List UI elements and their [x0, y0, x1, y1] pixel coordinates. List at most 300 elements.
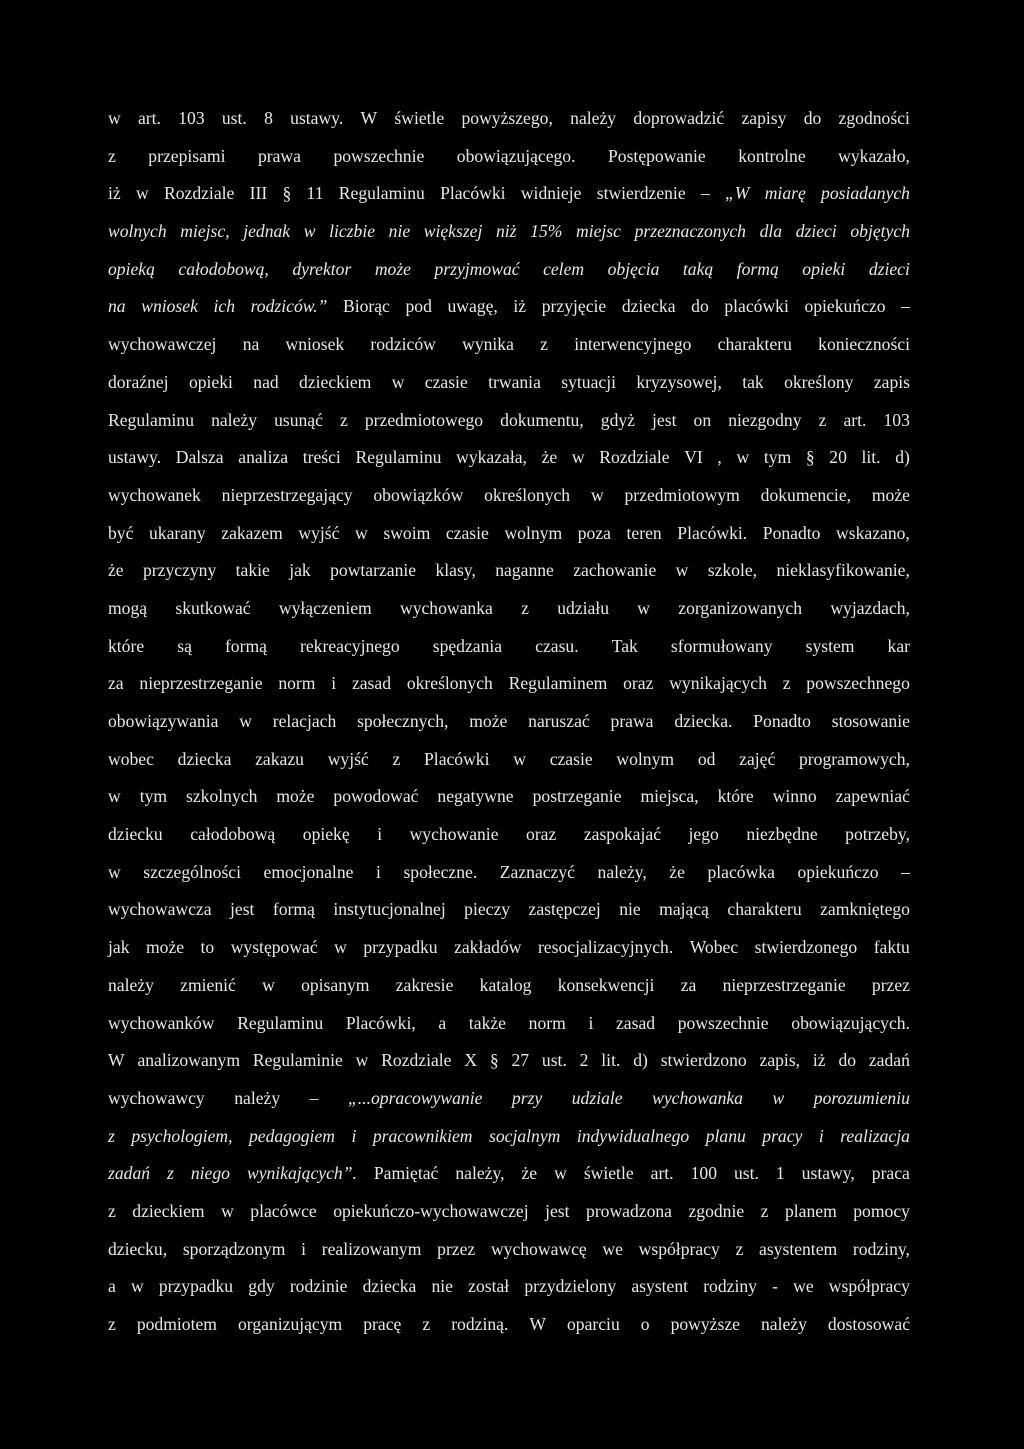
text-line: [108, 326, 910, 364]
body-text: które: [717, 786, 754, 807]
body-text: placówce: [250, 1200, 317, 1221]
body-text: –: [309, 1087, 319, 1108]
body-text: W: [108, 1050, 125, 1071]
body-text: 100: [690, 1163, 717, 1184]
italic-quote-text: i: [818, 1125, 824, 1146]
body-text: zajęć: [739, 748, 776, 769]
body-text: z: [339, 409, 348, 430]
italic-quote-text: większej: [423, 221, 483, 242]
body-text: iż: [108, 183, 121, 204]
body-text: X: [464, 1050, 478, 1071]
italic-quote-text: celem: [543, 258, 585, 279]
text-line: [108, 477, 910, 515]
body-text: dziecku,: [108, 1238, 168, 1259]
italic-quote-text: wychowanka: [652, 1087, 743, 1108]
body-text: z: [735, 1238, 744, 1259]
body-text: w: [108, 861, 121, 882]
body-text: może: [469, 711, 508, 731]
body-text: placówka: [707, 861, 775, 882]
body-text: 8: [264, 108, 273, 128]
body-text: Zaznaczyć: [499, 861, 575, 882]
body-text: z: [782, 673, 791, 694]
body-text: usunąć: [274, 409, 323, 430]
body-text: poza: [577, 522, 611, 543]
body-text: norm: [528, 1012, 566, 1033]
body-text: dokumencie,: [760, 484, 852, 505]
body-text: podmiotem: [136, 1314, 217, 1334]
body-text: asystent: [631, 1276, 689, 1297]
body-text: analiza: [238, 447, 289, 468]
body-text: stwierdzono: [660, 1050, 747, 1071]
body-text: ust.: [733, 1163, 759, 1184]
body-text: placówki: [724, 296, 789, 317]
body-text: przydzielony: [524, 1276, 617, 1297]
body-text: określony: [784, 371, 854, 392]
body-text: czasie: [424, 371, 468, 392]
body-text: rodzinie: [289, 1276, 348, 1297]
text-line: [108, 1193, 910, 1231]
body-text: postrzeganie: [532, 786, 622, 807]
body-text: czasie: [549, 748, 593, 769]
body-text: rodziny,: [852, 1238, 910, 1259]
italic-quote-text: taką: [682, 258, 714, 279]
italic-quote-text: rodziców.”: [250, 296, 328, 317]
body-text: z: [108, 145, 116, 166]
text-line: [108, 1042, 910, 1080]
body-text: Regulaminie: [252, 1050, 343, 1071]
body-text: że: [669, 861, 685, 882]
body-text: relacjach: [272, 711, 337, 731]
body-text: powszechnie: [333, 145, 425, 166]
body-text: w: [135, 183, 149, 204]
body-text: we: [793, 1276, 814, 1297]
body-text: są: [177, 635, 192, 656]
body-text: został: [468, 1276, 510, 1297]
body-text: niezbędne: [746, 824, 818, 845]
italic-quote-text: dzieci: [795, 221, 837, 242]
italic-quote-text: jednak: [243, 221, 291, 242]
body-text: uwagę,: [447, 296, 498, 317]
body-text: W: [529, 1314, 546, 1334]
body-text: w: [108, 786, 121, 807]
body-text: pieczy: [464, 899, 511, 920]
body-text: negatywne: [437, 786, 514, 807]
body-text: opiekuńczo: [797, 861, 879, 882]
body-text: rodziną.: [451, 1314, 509, 1334]
text-line: [108, 1231, 910, 1269]
text-line: [108, 175, 910, 213]
body-text: Placówki: [424, 748, 490, 769]
body-text: dziecka: [177, 748, 232, 769]
body-text: przyjęcie: [541, 296, 607, 317]
text-line: [108, 288, 910, 326]
body-text: §: [805, 447, 815, 468]
body-text: obowiązków: [373, 484, 464, 505]
body-text: doraźnej: [108, 371, 169, 392]
body-text: swoim: [383, 522, 431, 543]
body-text: szczególności: [143, 861, 241, 882]
body-text: Rozdziale: [381, 1050, 452, 1071]
body-text: Wobec: [689, 937, 739, 958]
body-text: powszechnie: [677, 1012, 769, 1033]
text-line: [108, 929, 910, 967]
italic-quote-text: objęcia: [607, 258, 660, 279]
body-text: winno: [772, 786, 817, 807]
body-text: wyłączeniem: [278, 597, 372, 618]
body-text: pod: [405, 296, 432, 317]
body-text: także: [468, 1012, 506, 1033]
body-text: 27: [511, 1050, 530, 1071]
italic-quote-text: może: [374, 258, 411, 279]
body-text: że: [521, 1163, 538, 1184]
body-text: emocjonalne: [263, 861, 354, 882]
body-text: w: [355, 1050, 369, 1071]
text-line: [108, 628, 910, 666]
body-text: zastępczej: [528, 899, 601, 920]
body-text: realizowanym: [321, 1238, 422, 1259]
body-text: w: [262, 974, 275, 995]
body-text: w: [590, 484, 604, 505]
text-line: [108, 590, 910, 628]
body-text: Regulaminu: [108, 409, 195, 430]
body-text: wychowanków: [108, 1012, 215, 1033]
italic-quote-text: pracy: [762, 1125, 803, 1146]
body-text: Regulaminu: [338, 183, 425, 204]
body-text: wolnym: [504, 522, 563, 543]
body-text: wychowawcza: [108, 899, 212, 920]
body-text: zmienić: [180, 974, 236, 995]
body-text: powtarzanie: [330, 560, 417, 581]
italic-quote-text: miejsc: [576, 221, 621, 242]
body-text: analizowanym: [137, 1050, 241, 1071]
body-text: czasu.: [535, 635, 579, 656]
body-text: zgodnie: [688, 1200, 745, 1221]
body-text: zgodności: [838, 108, 910, 128]
body-text: przyczyny: [143, 560, 217, 581]
body-text: art.: [843, 409, 867, 430]
body-text: jest: [230, 899, 255, 920]
body-text: VI: [684, 447, 703, 468]
body-text: powyższe: [670, 1314, 740, 1334]
body-text: jak: [108, 937, 130, 958]
body-text: –: [901, 861, 910, 882]
body-text: współpracy: [828, 1276, 910, 1297]
text-line: [108, 891, 910, 929]
body-text: przedmiotowym: [624, 484, 740, 505]
body-text: i: [588, 1012, 594, 1033]
text-line: [108, 251, 910, 289]
body-text: rodziców: [370, 334, 436, 355]
body-text: świetle: [394, 108, 445, 128]
italic-quote-text: nie: [388, 221, 411, 242]
body-text: klasy,: [435, 560, 476, 581]
body-text: art.: [650, 1163, 674, 1184]
body-text: prawa: [257, 145, 301, 166]
body-text: zapisy: [741, 108, 787, 128]
body-text: skutkować: [175, 597, 251, 618]
body-text: lit.: [861, 447, 881, 468]
body-text: przez: [871, 974, 910, 995]
body-text: stwierdzonego: [754, 937, 858, 958]
body-text: wyjazdach,: [830, 597, 910, 618]
italic-quote-text: formą: [736, 258, 779, 279]
body-text: zapis,: [759, 1050, 801, 1071]
body-text: III: [249, 183, 268, 204]
body-text: wykazała,: [456, 447, 527, 468]
body-text: nieprzestrzegający: [221, 484, 353, 505]
body-text: system: [805, 635, 855, 656]
body-text: z: [760, 1200, 769, 1221]
italic-quote-text: udziale: [571, 1087, 623, 1108]
body-text: wniosek: [285, 334, 345, 355]
body-text: formą: [272, 899, 315, 920]
body-text: dostosować: [827, 1314, 910, 1334]
body-text: lit.: [601, 1050, 621, 1071]
body-text: oraz: [623, 673, 654, 694]
body-text: opieki: [188, 371, 233, 392]
italic-quote-text: opieką: [108, 258, 155, 279]
body-text: za: [680, 974, 697, 995]
italic-quote-text: w: [772, 1087, 785, 1108]
body-text: zadań: [868, 1050, 910, 1071]
body-text: wynikających: [669, 673, 767, 694]
body-text: wolnym: [616, 748, 675, 769]
italic-quote-text: porozumieniu: [813, 1087, 910, 1108]
body-text: dzieckiem: [132, 1200, 205, 1221]
body-text: d): [633, 1050, 648, 1071]
body-text: z: [818, 409, 827, 430]
document-body-text: [108, 100, 910, 1344]
body-text: gdy: [248, 1276, 275, 1297]
italic-quote-text: posiadanych: [821, 183, 910, 204]
body-text: i: [377, 824, 383, 845]
body-text: należy,: [455, 1163, 505, 1184]
body-text: naganne: [495, 560, 554, 581]
body-text: doprowadzić: [633, 108, 725, 128]
body-text: Ponadto: [762, 522, 821, 543]
body-text: zamkniętego: [820, 899, 910, 920]
text-line: [108, 665, 910, 703]
body-text: dzieckiem: [299, 371, 372, 392]
body-text: całodobową: [190, 824, 276, 845]
body-text: 103: [178, 108, 205, 128]
body-text: kar: [887, 635, 910, 656]
body-text: Placówki.: [677, 522, 748, 543]
body-text: zakresie: [395, 974, 454, 995]
body-text: powodować: [333, 786, 419, 807]
body-text: należy,: [597, 861, 647, 882]
body-text: i: [376, 861, 381, 882]
text-line: [108, 1306, 910, 1344]
body-text: świetle: [583, 1163, 634, 1184]
body-text: Placówki,: [345, 1012, 416, 1033]
text-line: [108, 1080, 910, 1118]
italic-quote-text: realizacja: [840, 1125, 910, 1146]
body-text: gdyż: [600, 409, 635, 430]
body-text: charakteru: [727, 899, 802, 920]
body-text: zakazu: [255, 748, 304, 769]
italic-quote-text: z: [108, 1125, 115, 1146]
body-text: trwania: [488, 371, 541, 392]
body-text: opisanym: [301, 974, 370, 995]
body-text: szkole,: [707, 560, 758, 581]
body-text: opiekuńczo: [804, 296, 886, 317]
italic-quote-text: objętych: [850, 221, 910, 242]
body-text: z: [108, 1200, 116, 1221]
body-text: oparciu: [566, 1314, 620, 1334]
body-text: teren: [626, 522, 662, 543]
body-text: rekreacyjnego: [300, 635, 400, 656]
body-text: iż: [812, 1050, 826, 1071]
body-text: przez: [437, 1238, 476, 1259]
text-line: [108, 778, 910, 816]
body-text: ustawy,: [801, 1163, 855, 1184]
body-text: że: [108, 560, 124, 581]
body-text: wykazało,: [838, 145, 910, 166]
italic-quote-text: ich: [213, 296, 235, 317]
body-text: opiekuńczo-wychowawczej: [333, 1200, 529, 1221]
body-text: w: [108, 108, 121, 128]
body-text: i: [301, 1238, 307, 1259]
body-text: współpracy: [638, 1238, 720, 1259]
body-text: dokumentu,: [500, 409, 584, 430]
body-text: wychowanka: [400, 597, 493, 618]
body-text: określonych: [484, 484, 571, 505]
body-text: w: [355, 522, 368, 543]
body-text: nieklasyfikowanie,: [776, 560, 910, 581]
body-text: z: [392, 748, 401, 769]
body-text: takie: [235, 560, 270, 581]
body-text: stosowanie: [831, 711, 910, 731]
body-text: sytuacji: [561, 371, 616, 392]
body-text: tym: [763, 447, 792, 468]
body-text: ustawy.: [290, 108, 344, 128]
body-text: zorganizowanych: [678, 597, 803, 618]
italic-quote-text: przeznaczonych: [634, 221, 746, 242]
text-line: [108, 703, 910, 741]
body-text: należy: [570, 108, 617, 128]
body-text: mogą: [108, 597, 148, 618]
body-text: że: [541, 447, 558, 468]
body-text: Tak: [611, 635, 638, 656]
body-text: asystentem: [759, 1238, 838, 1259]
text-line: [108, 967, 910, 1005]
body-text: resocjalizacyjnych.: [537, 937, 674, 958]
body-text: które: [108, 635, 145, 656]
body-text: nieprzestrzeganie: [139, 673, 263, 694]
body-text: iż: [513, 296, 527, 317]
body-text: katalog: [479, 974, 532, 995]
body-text: zachowanie: [573, 560, 657, 581]
body-text: sformułowany: [670, 635, 773, 656]
body-text: społecznych,: [357, 711, 449, 731]
text-line: [108, 402, 910, 440]
body-text: prowadzona: [586, 1200, 672, 1221]
italic-quote-text: niego: [190, 1163, 230, 1184]
body-text: zakazem: [221, 522, 283, 543]
body-text: faktu: [873, 937, 910, 958]
text-line: [108, 364, 910, 402]
body-text: na: [242, 334, 260, 355]
body-text: i: [331, 673, 337, 694]
body-text: zapis: [873, 371, 910, 392]
text-line: [108, 138, 910, 176]
body-text: -: [772, 1276, 778, 1297]
body-text: w: [391, 371, 405, 392]
body-text: planem: [784, 1200, 837, 1221]
italic-quote-text: miarę: [764, 183, 806, 204]
body-text: przypadku: [363, 937, 438, 958]
body-text: treści: [302, 447, 341, 468]
body-text: –: [901, 296, 910, 317]
italic-quote-text: „...opracowywanie: [348, 1087, 483, 1108]
body-text: za: [108, 673, 124, 694]
body-text: norm: [278, 673, 316, 694]
body-text: z: [422, 1314, 431, 1334]
body-text: w: [675, 560, 689, 581]
body-text: –: [700, 183, 710, 204]
italic-quote-text: wniosek: [141, 296, 198, 317]
italic-quote-text: dla: [759, 221, 783, 242]
body-text: ustawy.: [108, 447, 162, 468]
body-text: powszechnego: [806, 673, 910, 694]
body-text: może: [276, 786, 315, 807]
italic-quote-text: na: [108, 296, 126, 317]
body-text: konsekwencji: [557, 974, 655, 995]
body-text: występować: [230, 937, 318, 958]
body-text: oraz: [526, 824, 557, 845]
body-text: spędzania: [432, 635, 503, 656]
body-text: ust.: [541, 1050, 567, 1071]
text-line: [108, 1268, 910, 1306]
body-text: powyższego,: [461, 108, 553, 128]
body-text: wychowanie: [409, 824, 499, 845]
body-text: konieczności: [818, 334, 910, 355]
text-line: [108, 213, 910, 251]
body-text: Regulaminu: [355, 447, 442, 468]
body-text: prawa: [610, 711, 654, 731]
body-text: zasad: [616, 1012, 656, 1033]
body-text: Rozdziale: [163, 183, 235, 204]
body-text: Regulaminu: [237, 1012, 324, 1033]
body-text: miejsca,: [640, 786, 699, 807]
body-text: Dalsza: [175, 447, 224, 468]
body-text: nie: [431, 1276, 453, 1297]
italic-quote-text: planu: [705, 1125, 746, 1146]
italic-quote-text: indywidualnego: [576, 1125, 690, 1146]
body-text: widnieje: [520, 183, 582, 204]
body-text: programowych,: [799, 748, 910, 769]
body-text: naruszać: [528, 711, 590, 731]
text-line: [108, 439, 910, 477]
body-text: do: [838, 1050, 857, 1071]
body-text: ,: [717, 447, 722, 468]
body-text: §: [282, 183, 292, 204]
text-line: [108, 1005, 910, 1043]
body-text: niezgodny: [728, 409, 802, 430]
body-text: 103: [883, 409, 910, 430]
body-text: kryzysowej,: [636, 371, 722, 392]
italic-quote-text: opieki: [802, 258, 846, 279]
body-text: tym: [139, 786, 168, 807]
text-line: [108, 1155, 910, 1193]
body-text: w: [130, 1276, 144, 1297]
italic-quote-text: niż: [496, 221, 517, 242]
body-text: do: [691, 296, 709, 317]
body-text: dziecka: [362, 1276, 417, 1297]
body-text: tak: [742, 371, 764, 392]
body-text: wobec: [108, 748, 154, 769]
